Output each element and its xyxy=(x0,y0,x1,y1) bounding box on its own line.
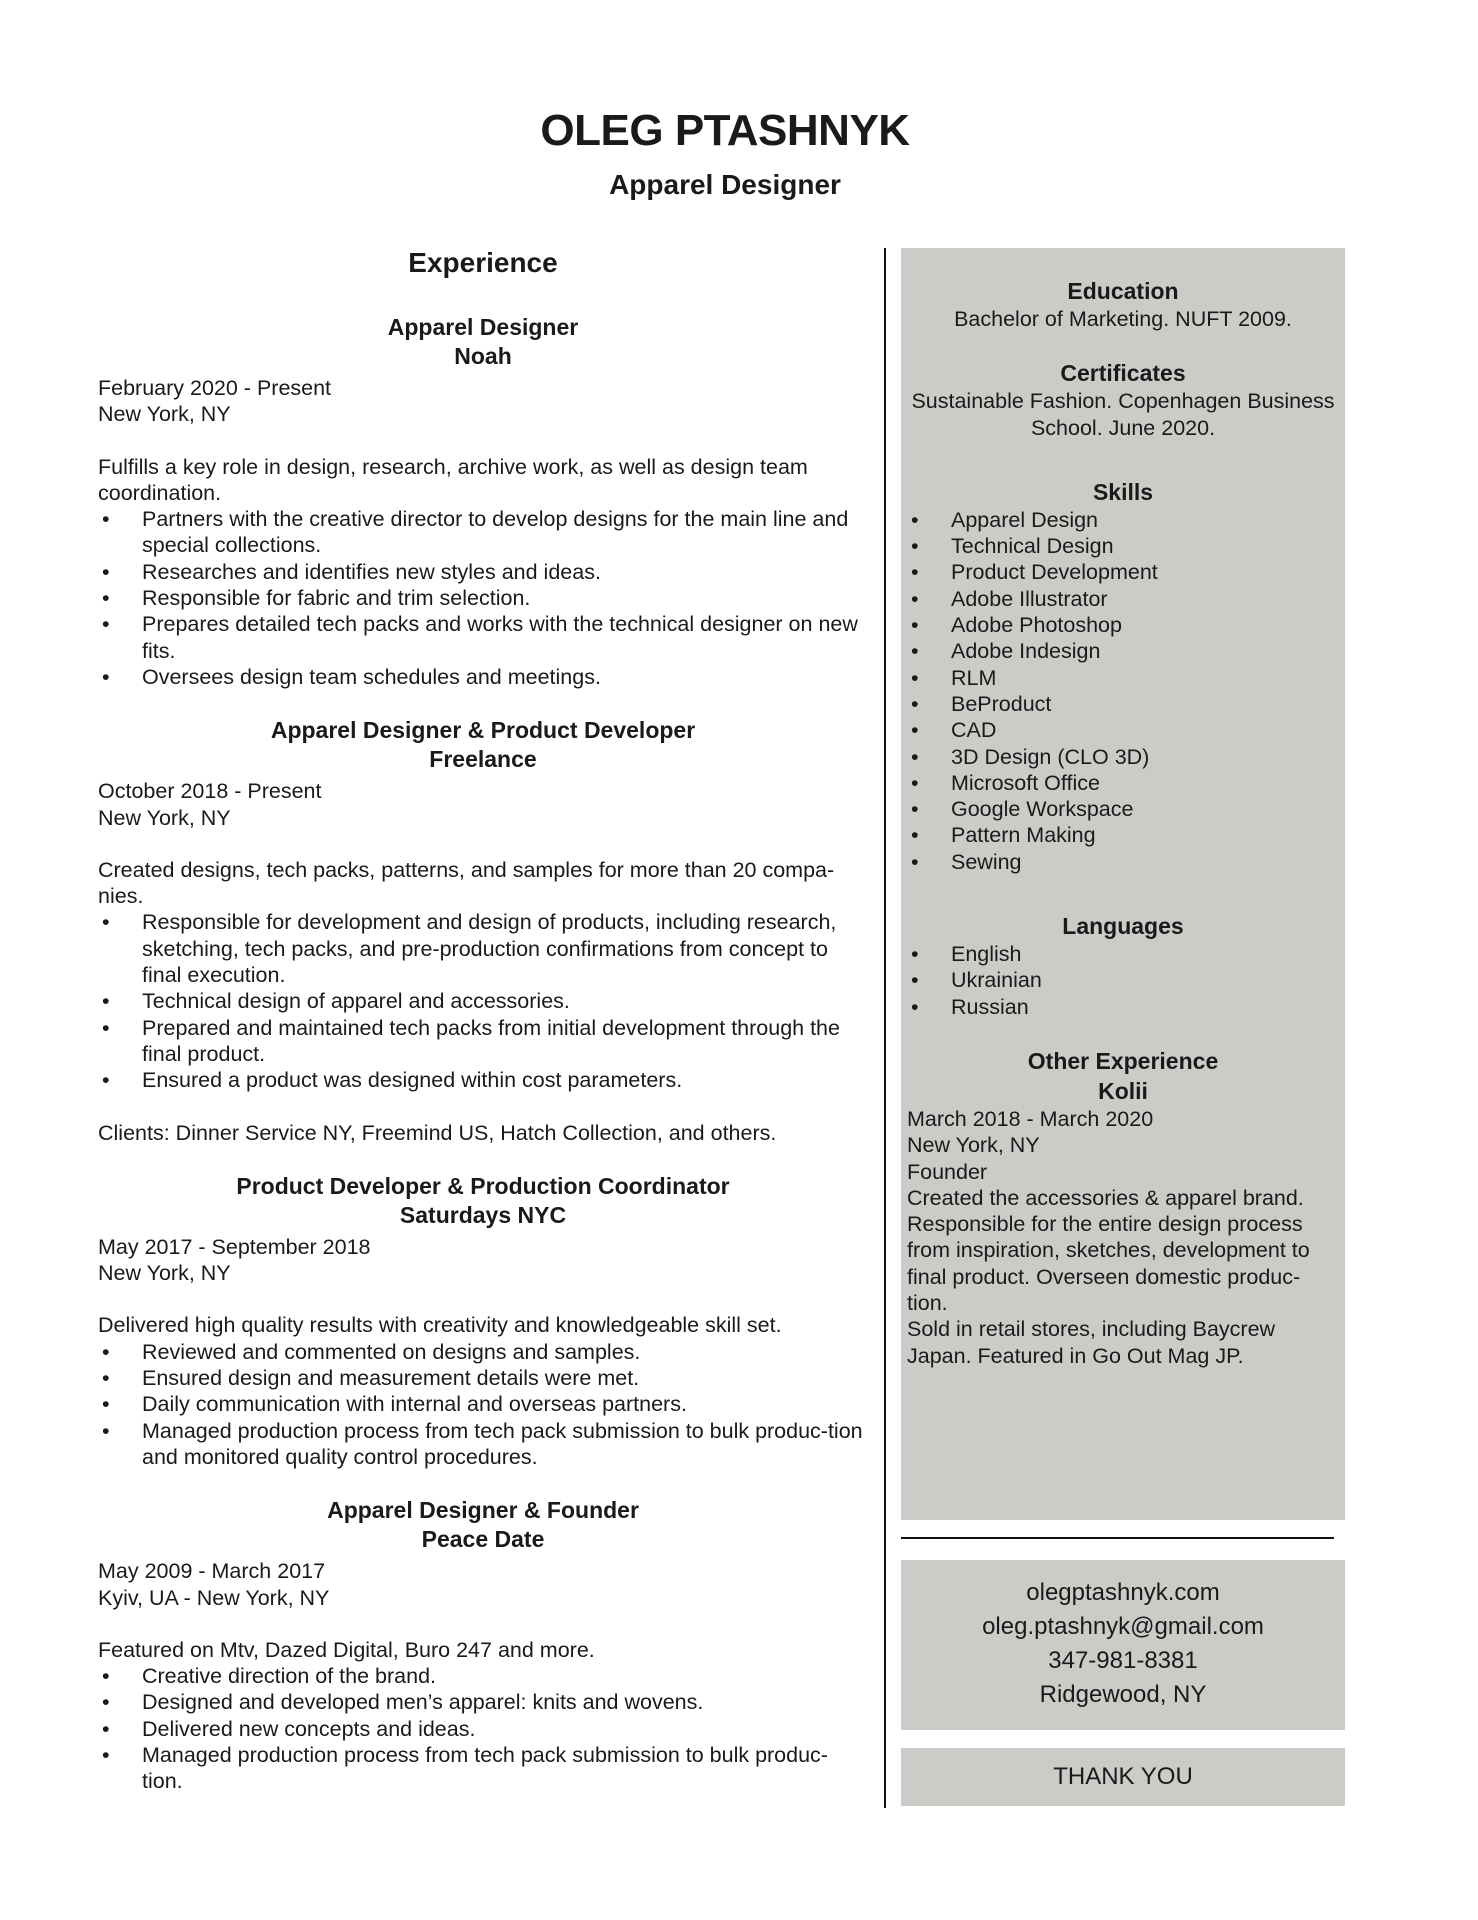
thank-you-box: THANK YOU xyxy=(901,1748,1345,1806)
job-bullets xyxy=(98,909,868,1093)
job-location: New York, NY xyxy=(98,805,231,830)
other-experience-location: New York, NY xyxy=(907,1133,1040,1158)
experience-heading: Experience xyxy=(408,247,558,278)
resume-header xyxy=(0,103,1450,203)
job-bullet: • Researches and identifies new styles and ideas. xyxy=(98,559,868,585)
job-company: Peace Date xyxy=(421,1526,545,1553)
other-experience-extra: Sold in retail stores, including Baycrew Japan. Featured in Go Out Mag JP. xyxy=(907,1317,1276,1368)
certificates-section xyxy=(907,358,1339,441)
skill-item: • Technical Design xyxy=(907,533,1339,559)
certificates-heading: Certificates xyxy=(1060,360,1186,387)
job-bullet: • Reviewed and commented on designs and samples. xyxy=(98,1339,868,1365)
job-bullet: • Technical design of apparel and accessories. xyxy=(98,988,868,1014)
job-bullet: • Prepares detailed tech packs and works with the technical designer on new fits. xyxy=(98,611,868,664)
contact-box xyxy=(901,1560,1345,1730)
other-experience-heading: Other Experience xyxy=(1027,1047,1219,1074)
job-location: New York, NY xyxy=(98,1261,231,1286)
job-role: Apparel Designer & Product Developer xyxy=(270,717,696,744)
job-dates: May 2009 - March 2017 xyxy=(98,1559,326,1584)
skills-section xyxy=(907,477,1339,875)
skill-item: • CAD xyxy=(907,717,1339,743)
education-section xyxy=(907,276,1339,332)
other-experience-dates: March 2018 - March 2020 xyxy=(907,1106,1154,1131)
skill-item: • Apparel Design xyxy=(907,507,1339,533)
other-experience-section xyxy=(907,1046,1339,1369)
job-summary: Delivered high quality results with creativity and knowledgeable skill set. xyxy=(98,1313,782,1338)
job-summary: Featured on Mtv, Dazed Digital, Buro 247 and more. xyxy=(98,1637,595,1662)
skills-list xyxy=(907,507,1339,875)
languages-list xyxy=(907,941,1339,1020)
job-bullets xyxy=(98,1339,868,1470)
skill-item: • Adobe Photoshop xyxy=(907,612,1339,638)
job-company: Freelance xyxy=(429,746,537,773)
column-divider xyxy=(884,248,886,1808)
job-bullet: • Managed production process from tech pack submission to bulk produc-tion. xyxy=(98,1742,868,1795)
other-experience-description: Created the accessories & apparel brand. Responsible for the entire design process from inspiration, sketches, development to final product. Overseen domestic produc-tion. xyxy=(907,1185,1310,1316)
other-experience-role: Founder xyxy=(907,1159,988,1184)
job-bullet: • Creative direction of the brand. xyxy=(98,1663,868,1689)
job-bullets xyxy=(98,1663,868,1794)
job-bullet: • Managed production process from tech pack submission to bulk produc-tion and monitored quality control procedures. xyxy=(98,1418,868,1471)
skill-item: • 3D Design (CLO 3D) xyxy=(907,744,1339,770)
job-role: Product Developer & Production Coordinator xyxy=(236,1172,730,1199)
job-clients: Clients: Dinner Service NY, Freemind US, Hatch Collection, and others. xyxy=(98,1120,777,1145)
job-bullet: • Delivered new concepts and ideas. xyxy=(98,1716,868,1742)
job-bullet: • Ensured design and measurement details were met. xyxy=(98,1365,868,1391)
contact-location: Ridgewood, NY xyxy=(1039,1681,1207,1708)
contact-website[interactable]: olegptashnyk.com xyxy=(1026,1579,1220,1606)
language-item: • Ukrainian xyxy=(907,967,1339,993)
languages-section xyxy=(907,911,1339,1020)
job-bullet: • Responsible for development and design of products, including research, sketching, tech packs, and pre-production confirmations from concept to final execution. xyxy=(98,909,868,988)
sidebar-panel xyxy=(901,248,1345,1520)
job-role: Apparel Designer xyxy=(387,314,579,340)
skill-item: • Adobe Indesign xyxy=(907,638,1339,664)
job-dates: May 2017 - September 2018 xyxy=(98,1234,371,1259)
job-bullet: • Oversees design team schedules and meetings. xyxy=(98,664,868,690)
job-bullet: • Partners with the creative director to develop designs for the main line and special collections. xyxy=(98,506,868,559)
skill-item: • RLM xyxy=(907,665,1339,691)
job-bullet: • Designed and developed men’s apparel: knits and wovens. xyxy=(98,1689,868,1715)
job-location: New York, NY xyxy=(98,402,231,427)
job-bullet: • Ensured a product was designed within cost parameters. xyxy=(98,1067,868,1093)
skill-item: • Product Development xyxy=(907,559,1339,585)
skill-item: • BeProduct xyxy=(907,691,1339,717)
job-entry xyxy=(98,716,868,1146)
job-bullet: • Responsible for fabric and trim selection. xyxy=(98,585,868,611)
job-entry xyxy=(98,1172,868,1470)
skill-item: • Adobe Illustrator xyxy=(907,586,1339,612)
job-entry xyxy=(98,313,868,690)
contact-phone: 347-981-8381 xyxy=(1048,1647,1198,1674)
skills-heading: Skills xyxy=(1092,478,1154,505)
job-bullets xyxy=(98,506,868,690)
certificates-text: Sustainable Fashion. Copenhagen Business School. June 2020. xyxy=(911,389,1335,440)
education-heading: Education xyxy=(1067,278,1179,304)
job-dates: February 2020 - Present xyxy=(98,376,332,400)
education-text: Bachelor of Marketing. NUFT 2009. xyxy=(954,307,1292,331)
job-company: Saturdays NYC xyxy=(399,1201,567,1228)
job-bullet: • Prepared and maintained tech packs from initial development through the final product. xyxy=(98,1015,868,1068)
language-item: • English xyxy=(907,941,1339,967)
languages-heading: Languages xyxy=(1062,913,1184,940)
job-summary: Created designs, tech packs, patterns, and samples for more than 20 compa-nies. xyxy=(98,857,835,909)
job-dates: October 2018 - Present xyxy=(98,779,322,804)
skill-item: • Sewing xyxy=(907,849,1339,875)
experience-column xyxy=(98,245,868,1821)
skill-item: • Pattern Making xyxy=(907,822,1339,848)
job-bullet: • Daily communication with internal and overseas partners. xyxy=(98,1391,868,1417)
job-entry xyxy=(98,1496,868,1794)
job-role: Apparel Designer & Founder xyxy=(327,1497,639,1524)
job-summary: Fulfills a key role in design, research, archive work, as well as design team coordination. xyxy=(98,454,808,505)
skill-item: • Google Workspace xyxy=(907,796,1339,822)
candidate-title: Apparel Designer xyxy=(609,169,841,200)
job-company: Noah xyxy=(454,343,512,369)
candidate-name: OLEG PTASHNYK xyxy=(540,106,910,155)
contact-email[interactable]: oleg.ptashnyk@gmail.com xyxy=(982,1613,1264,1640)
language-item: • Russian xyxy=(907,994,1339,1020)
sidebar-divider xyxy=(901,1537,1334,1539)
other-experience-company: Kolii xyxy=(1098,1077,1148,1104)
skill-item: • Microsoft Office xyxy=(907,770,1339,796)
job-location: Kyiv, UA - New York, NY xyxy=(98,1585,330,1610)
